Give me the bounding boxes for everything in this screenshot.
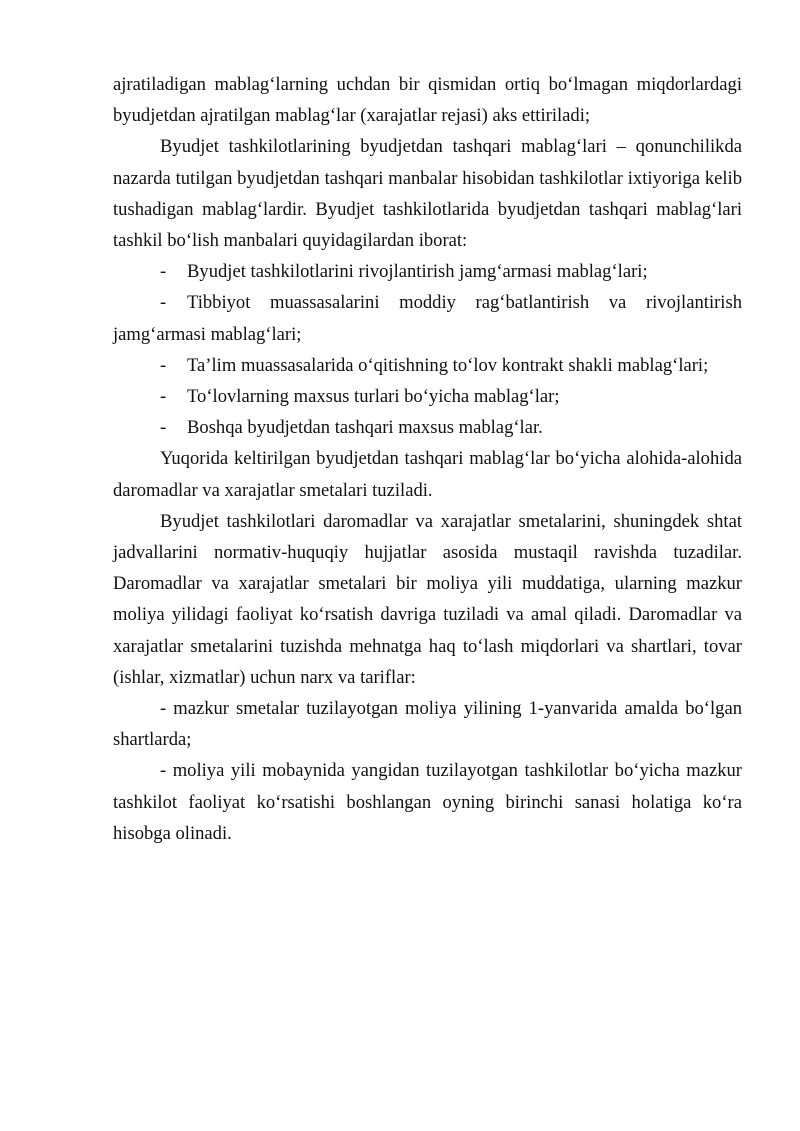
list-dash: - — [160, 417, 167, 439]
list-item-text: Boshqa byudjetdan tashqari maxsus mablag‘lar. — [187, 417, 543, 439]
list-item — [113, 256, 742, 287]
list-item-text: To‘lovlarning maxsus turlari bo‘yicha mablag‘lar; — [187, 386, 560, 408]
paragraph-separate-estimates: Yuqorida keltirilgan byudjetdan tashqari mablag‘lar bo‘yicha alohida-alohida daromadlar va xarajatlar smetalari tuziladi. — [113, 448, 742, 501]
list-item-text: Byudjet tashkilotlarini rivojlantirish jamg‘armasi mablag‘lari; — [187, 261, 648, 283]
paragraph-condition-january: - mazkur smetalar tuzilayotgan moliya yilining 1-yanvarida amalda bo‘lgan shartlarda; — [113, 698, 742, 751]
paragraph-continuation: ajratiladigan mablag‘larning uchdan bir qismidan ortiq bo‘lmagan miqdorlardagi byudjetdan ajratilgan mablag‘lar (xarajatlar rejasi) aks ettiriladi; — [113, 74, 742, 127]
list-dash: - — [160, 354, 167, 376]
list-dash: - — [160, 386, 167, 408]
list-item-text: Tibbiyot muassasalarini moddiy rag‘batlantirish va rivojlantirish jamg‘armasi mablag‘lari; — [113, 292, 742, 345]
list-dash: - — [160, 292, 167, 314]
paragraph-estimate-preparation: Byudjet tashkilotlari daromadlar va xarajatlar smetalarini, shuningdek shtat jadvallarini normativ-huquqiy hujjatlar asosida mustaqil ravishda tuzadilar. Daromadlar va xarajatlar smetalari bir moliya yili muddatiga, ularning mazkur moliya yilidagi faoliyat ko‘rsatish davriga tuziladi va amal qiladi. Daromadlar va xarajatlar smetalarini tuzishda mehnatga haq to‘lash miqdorlari va shartlari, tovar (ishlar, xizmatlar) uchun narx va tariflar: — [113, 510, 742, 688]
list-dash: - — [160, 261, 167, 283]
list-item — [113, 412, 742, 443]
paragraph-condition-new-organizations: - moliya yili mobaynida yangidan tuzilayotgan tashkilotlar bo‘yicha mazkur tashkilot faoliyat ko‘rsatishi boshlangan oyning birinchi sanasi holatiga ko‘ra hisobga olinadi. — [113, 760, 742, 844]
list-item-text: Ta’lim muassasalarida o‘qitishning to‘lov kontrakt shakli mablag‘lari; — [187, 354, 709, 376]
paragraph-extrabudgetary-funds: Byudjet tashkilotlarining byudjetdan tashqari mablag‘lari – qonunchilikda nazarda tutilgan byudjetdan tashqari manbalar hisobidan tashkilotlar ixtiyoriga kelib tushadigan mablag‘lardir. Byudjet tashkilotlarida byudjetdan tashqari mablag‘lari tashkil bo‘lish manbalari quyidagilardan iborat: — [113, 136, 742, 252]
list-item — [113, 287, 742, 349]
list-item — [113, 381, 742, 412]
document-page — [113, 69, 742, 849]
list-item — [113, 350, 742, 381]
